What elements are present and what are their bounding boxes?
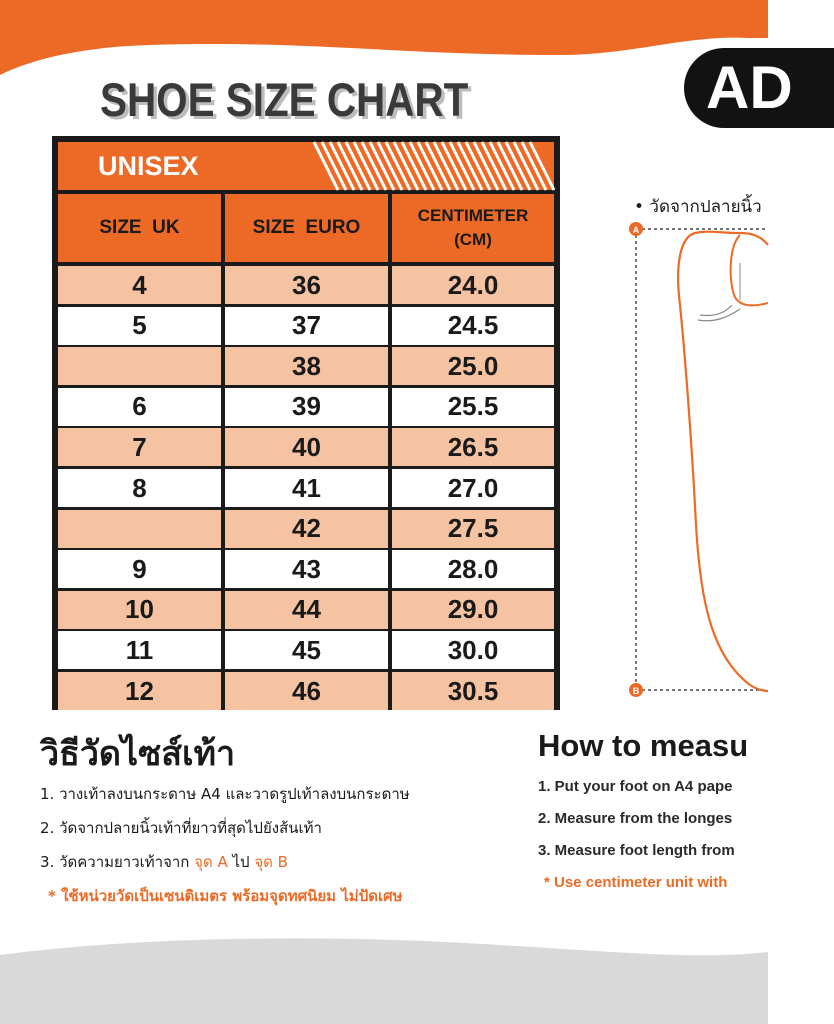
cell-uk [58,510,221,548]
english-step-2: 2. Measure from the longes [538,810,733,827]
cell-uk [58,347,221,385]
thai-step-3-point-a: จุด A [194,853,228,871]
cell-uk: 5 [58,307,221,345]
cell-uk: 4 [58,266,221,304]
size-chart-table [52,136,560,710]
thai-step-3-prefix: 3. วัดความยาวเท้าจาก [40,853,195,871]
cell-uk: 8 [58,469,221,507]
cell-euro: 38 [225,347,388,385]
header-size-euro [225,194,388,262]
cell-euro: 36 [225,266,388,304]
unisex-header-bar [58,142,554,190]
brand-logo [676,38,826,138]
thai-instructions-title: วิธีวัดไซส์เท้า [40,734,236,774]
header-centimeter [392,194,554,262]
page-title: SHOE SIZE CHART [100,73,469,126]
cell-uk: 12 [58,672,221,710]
cell-cm: 30.0 [392,631,554,669]
thai-step-3 [40,850,288,874]
thai-step-3-point-b: จุด B [254,853,288,871]
point-a-label: A [632,225,640,235]
cell-cm: 29.0 [392,591,554,629]
thai-note: * ใช้หน่วยวัดเป็นเซนติเมตร พร้อมจุดทศนิยม ไม่ปัดเศษ [48,887,403,905]
foot-measure-note: • วัดจากปลายนิ้ว [634,197,762,217]
cell-cm: 25.0 [392,347,554,385]
cell-cm: 26.5 [392,428,554,466]
cell-euro: 42 [225,510,388,548]
english-step-3: 3. Measure foot length from [538,842,735,859]
cell-euro: 40 [225,428,388,466]
cell-euro: 41 [225,469,388,507]
cell-cm: 28.0 [392,550,554,588]
cell-uk: 9 [58,550,221,588]
header-size-uk-label: SIZE UK [99,217,180,238]
cell-cm: 25.5 [392,388,554,426]
cell-euro: 45 [225,631,388,669]
cell-euro: 43 [225,550,388,588]
cell-cm: 27.0 [392,469,554,507]
header-centimeter-label: CENTIMETER [417,206,529,225]
brand-logo-text: AD [706,54,793,121]
cell-euro: 44 [225,591,388,629]
cell-cm: 27.5 [392,510,554,548]
cell-euro: 39 [225,388,388,426]
header-size-uk [58,194,221,262]
cell-uk: 6 [58,388,221,426]
english-note: * Use centimeter unit with [544,874,728,891]
cell-cm: 24.5 [392,307,554,345]
cell-uk: 7 [58,428,221,466]
header-cm-unit-label: (CM) [454,230,492,249]
thai-step-1: 1. วางเท้าลงบนกระดาษ A4 และวาดรูปเท้าลงบนกระดาษ [40,785,410,803]
cell-cm: 30.5 [392,672,554,710]
english-instructions-title: How to measu [538,728,749,763]
cell-euro: 46 [225,672,388,710]
cell-uk: 10 [58,591,221,629]
thai-step-3-mid: ไป [227,853,255,871]
header-size-euro-label: SIZE EURO [252,217,361,238]
point-b-label: B [632,686,640,696]
english-step-1: 1. Put your foot on A4 pape [538,778,733,795]
unisex-label: UNISEX [98,151,199,181]
cell-cm: 24.0 [392,266,554,304]
cell-uk: 11 [58,631,221,669]
cell-euro: 37 [225,307,388,345]
stripe-decoration-icon [314,142,554,190]
foot-outline-diagram [600,185,768,705]
big-toe-outline [731,235,768,305]
brand-logo-background [684,48,834,128]
bottom-grey-wave [0,930,768,1024]
foot-outline [678,232,768,691]
thai-step-2: 2. วัดจากปลายนิ้วเท้าที่ยาวที่สุดไปยังส้นเท้า [40,819,322,837]
